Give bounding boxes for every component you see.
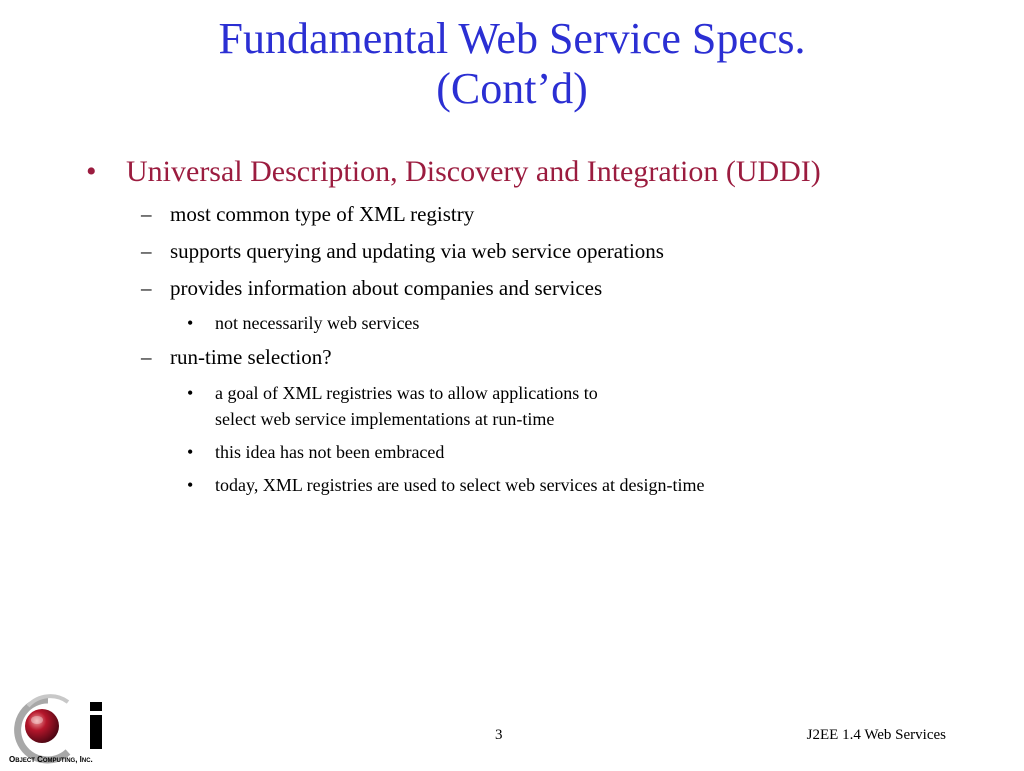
sub-sub-bullet-4-2 [187, 439, 444, 465]
slide-title-line-1: Fundamental Web Service Specs. [218, 14, 806, 63]
sub-sub-bullet-dot: • [187, 383, 194, 403]
footer-course-title: J2EE 1.4 Web Services [806, 727, 946, 743]
sub-sub-bullet-3-1 [187, 310, 419, 336]
sub-sub-bullet-dot: • [187, 442, 194, 462]
logo-caption: Object Computing, Inc. [9, 755, 93, 764]
sub-sub-bullet-text: today, XML registries are used to select web services at design-time [215, 475, 705, 495]
sub-bullet-dash: – [141, 276, 152, 300]
sub-sub-bullet-4-3 [187, 472, 705, 498]
sub-bullet-dash: – [141, 239, 152, 263]
sub-bullet-text: provides information about companies and services [170, 276, 603, 300]
slide-title-line-2: (Cont’d) [436, 64, 588, 113]
sub-sub-bullet-text: this idea has not been embraced [215, 442, 445, 462]
sub-bullet-1 [141, 201, 474, 227]
sub-sub-bullet-text-line-1: a goal of XML registries was to allow applications to [215, 383, 598, 403]
sub-bullet-dash: – [141, 202, 152, 226]
sub-bullet-2 [141, 238, 664, 264]
main-bullet [86, 154, 821, 190]
main-bullet-text: Universal Description, Discovery and Integration (UDDI) [126, 155, 821, 188]
sub-sub-bullet-text: not necessarily web services [215, 313, 420, 333]
sub-sub-bullet-dot: • [187, 475, 194, 495]
page-number: 3 [495, 727, 503, 743]
sub-bullet-dash: – [141, 345, 152, 369]
sub-sub-bullet-text-block [215, 380, 598, 432]
sub-bullet-text: run-time selection? [170, 345, 332, 369]
sub-sub-bullet-dot: • [187, 313, 194, 333]
sub-bullet-4 [141, 344, 332, 370]
sub-sub-bullet-4-1 [187, 380, 598, 432]
sub-bullet-text: supports querying and updating via web service operations [170, 239, 664, 263]
sub-bullet-3 [141, 275, 602, 301]
main-bullet-marker: • [86, 155, 97, 188]
sub-bullet-text: most common type of XML registry [170, 202, 475, 226]
sub-sub-bullet-text-line-2: select web service implementations at run-time [215, 409, 555, 429]
